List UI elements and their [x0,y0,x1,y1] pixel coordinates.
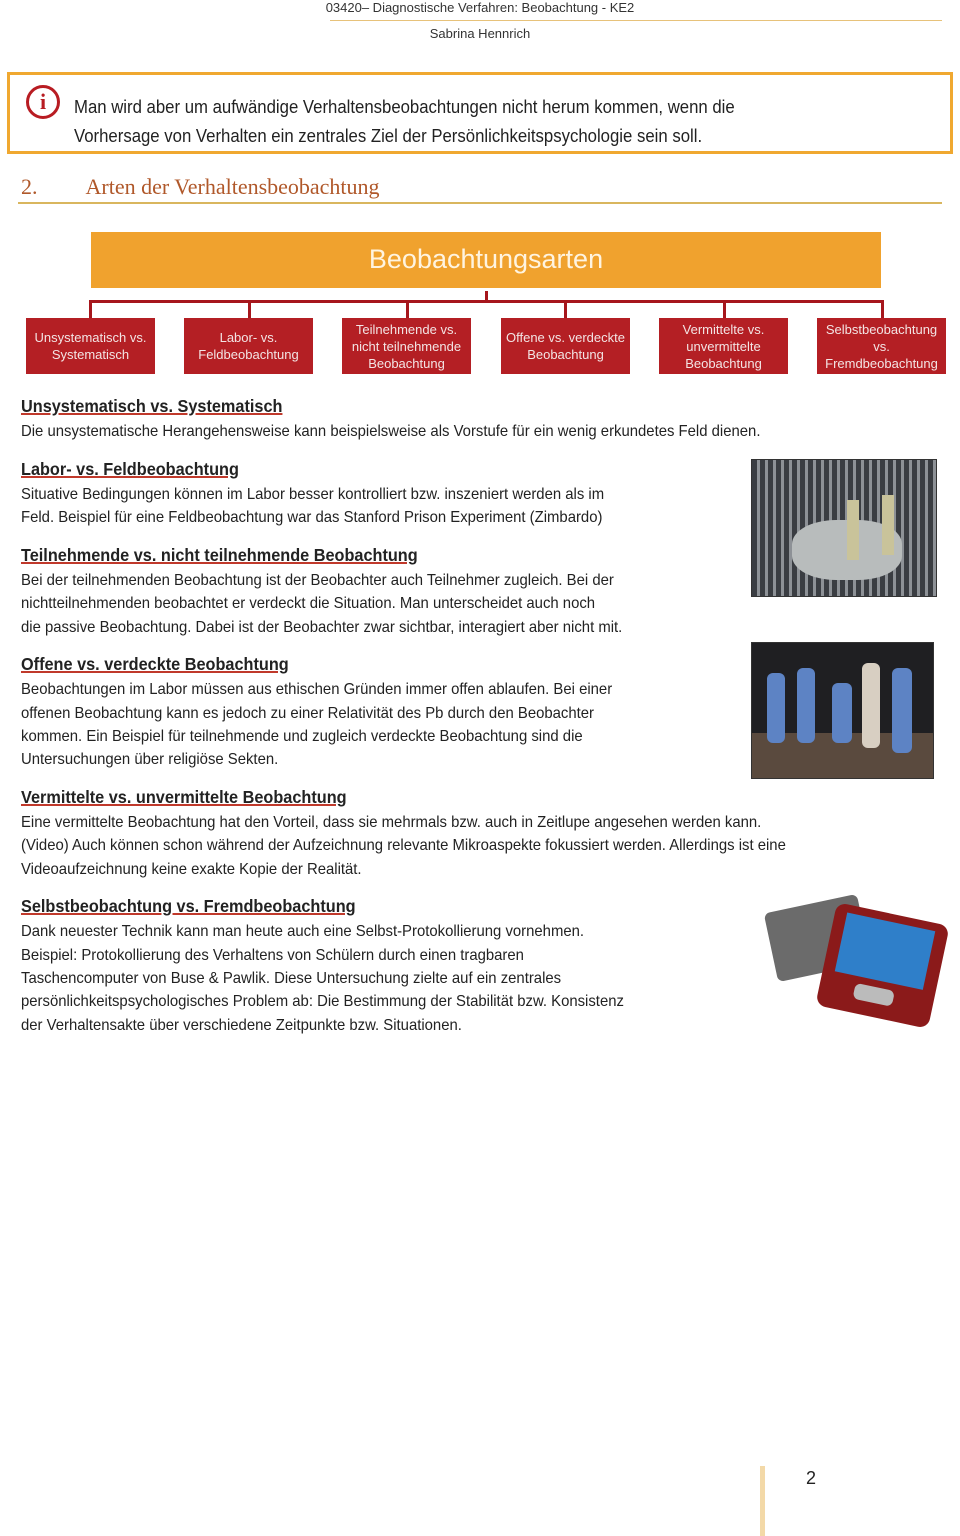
paragraph-line: Untersuchungen über religiöse Sekten. [21,751,279,768]
subheading: Labor- vs. Feldbeobachtung [21,459,239,479]
paragraph-line: persönlichkeitspsychologisches Problem ab: Die Bestimmung der Stabilität bzw. Konsistenz [21,993,624,1010]
paragraph-line: Situative Bedingungen können im Labor besser kontrolliert bzw. inszeniert werden als im [21,486,605,503]
paragraph-line: offenen Beobachtung kann es jedoch zu einer Relativität des Pb durch den Beobachter [21,705,595,722]
paragraph-line: nichtteilnehmenden beobachtet er verdeckt die Situation. Man unterscheidet auch noch [21,595,596,612]
paragraph-line: (Video) Auch können schon während der Aufzeichnung relevante Mikroaspekte fokussiert werden. Allerdings ist eine [21,837,786,854]
diagram-child: Unsystematisch vs. Systematisch [26,318,155,374]
info-line: Man wird aber um aufwändige Verhaltensbeobachtungen nicht herum kommen, wenn die [74,97,735,117]
paragraph-line: Dank neuester Technik kann man heute auch eine Selbst-Protokollierung vornehmen. [21,923,585,940]
paragraph-line: Beobachtungen im Labor müssen aus ethischen Gründen immer offen ablaufen. Bei einer [21,681,613,698]
page-number-bar [760,1466,765,1536]
paragraph-line: Bei der teilnehmenden Beobachtung ist der Beobachter auch Teilnehmer zugleich. Bei der [21,572,614,589]
connector [723,300,726,318]
handheld-computer-image [770,893,945,1033]
diagram-child: Labor- vs. Feldbeobachtung [184,318,313,374]
connector [248,300,251,318]
paragraph-line: Taschencomputer von Buse & Pawlik. Diese Untersuchung zielte auf ein zentrales [21,970,562,987]
subheading: Vermittelte vs. unvermittelte Beobachtung [21,787,347,807]
header-divider [330,20,942,21]
connector [89,300,92,318]
paragraph-line: die passive Beobachtung. Dabei ist der Beobachter zwar sichtbar, interagiert aber nicht mit. [21,619,623,636]
connector [89,300,884,303]
paragraph-line: kommen. Ein Beispiel für teilnehmende und zugleich verdeckte Beobachtung sind die [21,728,583,745]
paragraph-line: Feld. Beispiel für eine Feldbeobachtung war das Stanford Prison Experiment (Zimbardo) [21,509,603,526]
connector [406,300,409,318]
header-author: Sabrina Hennrich [429,26,531,41]
sect-theater-photo [751,642,934,779]
page-number: 2 [806,1468,817,1488]
section-heading [21,174,380,200]
connector [881,300,884,318]
connector [564,300,567,318]
header-title: 03420– Diagnostische Verfahren: Beobachtung - KE2 [325,0,635,15]
paragraph-line: Beispiel: Protokollierung des Verhaltens von Schülern durch einen tragbaren [21,947,524,964]
diagram-child: Teilnehmende vs. nicht teilnehmende Beobachtung [342,318,471,374]
subheading: Selbstbeobachtung vs. Fremdbeobachtung [21,896,356,916]
subheading: Unsystematisch vs. Systematisch [21,396,283,416]
paragraph-line: Eine vermittelte Beobachtung hat den Vorteil, dass sie mehrmals bzw. auch in Zeitlupe angesehen werden kann. [21,814,762,831]
section-divider [18,202,942,204]
diagram-child: Vermittelte vs. unvermittelte Beobachtung [659,318,788,374]
section-title: Arten der Verhaltensbeobachtung [85,174,380,199]
diagram-child: Selbstbeobachtung vs. Fremdbeobachtung [817,318,946,374]
info-box [7,72,953,154]
prison-experiment-photo [751,459,937,597]
paragraph-line: der Verhaltensakte über verschiedene Zeitpunkte bzw. Situationen. [21,1017,462,1034]
info-icon: i [26,85,60,119]
paragraph-line: Videoaufzeichnung keine exakte Kopie der Realität. [21,861,362,878]
subheading: Offene vs. verdeckte Beobachtung [21,654,289,674]
section-number: 2. [21,174,38,199]
paragraph-line: Die unsystematische Herangehensweise kann beispielsweise als Vorstufe für ein wenig erkundetes Feld dienen. [21,423,761,440]
diagram-child: Offene vs. verdeckte Beobachtung [501,318,630,374]
diagram-root: Beobachtungsarten [91,232,881,288]
subheading: Teilnehmende vs. nicht teilnehmende Beobachtung [21,545,418,565]
info-line: Vorhersage von Verhalten ein zentrales Ziel der Persönlichkeitspsychologie sein soll. [74,126,703,146]
